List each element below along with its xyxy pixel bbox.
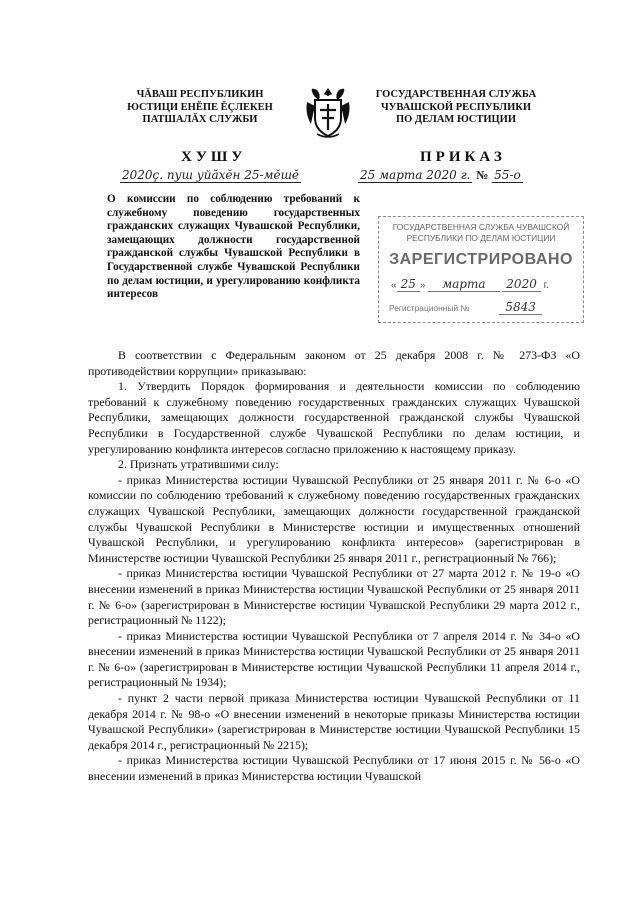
stamp-org-line-2: РЕСПУБЛИКИ ПО ДЕЛАМ ЮСТИЦИИ [406, 233, 556, 243]
order-body [88, 348, 580, 785]
stamp-reg-label: Регистрационный № [389, 303, 470, 313]
header-left-chuvash [100, 89, 300, 127]
stamp-reg-number: 5843 [499, 300, 542, 315]
stamp-registration [389, 300, 579, 314]
stamp-registered-label: ЗАРЕГИСТРИРОВАНО [389, 251, 573, 268]
coat-of-arms-emblem-icon [303, 84, 353, 140]
body-paragraph: 1. Утвердить Порядок формирования и деятельности комиссии по соблюдению требований к служебному поведению государственных гражданских служащих Чувашской Республики, замещающих должности государственной гражданской службы Чувашской Республики в Государственной службе Чувашской Республики по делам юстиции, и урегулированию конфликта интересов согласно приложению к настоящему приказу. [88, 379, 580, 456]
handwritten-order-number: 55-о [494, 168, 521, 182]
body-paragraph: - приказ Министерства юстиции Чувашской Республики от 25 января 2011 г. № 6-о «О комиссии по соблюдению требований к служебному поведению государственных гражданских служащих Чувашской Республики, замещающих должности государственной гражданской службы Чувашской Республики в Министерстве юстиции и имущественных отношений Чувашской Республики, и урегулированию конфликта интересов» (зарегистрирован в Министерстве юстиции Чувашской Республики 25 января 2011 г., регистрационный № 766); [88, 472, 580, 565]
stamp-year-suffix: г. [543, 280, 549, 291]
body-paragraph: В соответствии с Федеральным законом от 25 декабря 2008 г. № 273-ФЗ «О противодействии коррупции» приказываю: [88, 348, 580, 378]
stamp-day: 25 [397, 277, 420, 292]
body-paragraph: 2. Признать утратившими силу: [118, 457, 279, 472]
stamp-year: 2020 [502, 277, 541, 292]
number-label: № [476, 168, 489, 182]
handwritten-date-chuvash [120, 168, 301, 182]
body-paragraph: - приказ Министерства юстиции Чувашской Республики от 7 апреля 2014 г. № 34-о «О внесении изменений в приказ Министерства юстиции Чувашской Республики от 25 января 2011 г. № 6-о» (зарегистрирован в Министерстве юстиции Чувашской Республики 11 апреля 2014 г., регистрационный № 1934); [88, 628, 580, 690]
stamp-org-line-1: ГОСУДАРСТВЕННАЯ СЛУЖБА ЧУВАШСКОЙ [392, 222, 570, 232]
handwritten-date-right: 25 марта 2020 г. [360, 168, 471, 182]
order-subject: О комиссии по соблюдению требований к служебному поведению государственных гражданских служащих Чувашской Республики, замещающих должности государственной гражданской службы Чувашской Республики в Государственной службе Чувашской Республики по делам юстиции, и урегулированию конфликта интересов [107, 193, 360, 301]
handwritten-date-russian [358, 168, 523, 183]
header-right-russian [356, 89, 556, 127]
header-left-line: ЮСТИЦИ ЕНĔПЕ ĔÇЛЕКЕН [127, 101, 273, 113]
stamp-quote-open: « [391, 280, 397, 291]
body-paragraph: - приказ Министерства юстиции Чувашской Республики от 27 марта 2012 г. № 19-о «О внесении изменений в приказ Министерства юстиции Чувашской Республики от 25 января 2011 г. № 6-о» (зарегистрирован в Министерстве юстиции Чувашской Республики 29 марта 2012 г., регистрационный № 1122); [88, 566, 580, 628]
stamp-date [391, 277, 575, 291]
body-paragraph: - приказ Министерства юстиции Чувашской Республики от 17 июня 2015 г. № 56-о «О внесении изменений в приказ Министерства юстиции Чувашской [88, 753, 580, 784]
body-paragraph: - пункт 2 части первой приказа Министерства юстиции Чувашской Республики от 11 декабря 2014 г. № 98-о «О внесении изменений в некоторые приказы Министерства юстиции Чувашской Республики» (зарегистрирован в Министерстве юстиции Чувашской Республики 15 декабря 2014 г., регистрационный № 2215); [88, 691, 580, 752]
header-right-line: ПО ДЕЛАМ ЮСТИЦИИ [395, 114, 517, 125]
order-title-russian: ПРИКАЗ [420, 149, 506, 165]
handwritten-date-left: 2020ç. пуш уйăхĕн 25-мĕшĕ [122, 168, 300, 182]
stamp-quote-close: » [419, 280, 426, 291]
header-right-line: ГОСУДАРСТВЕННАЯ СЛУЖБА [375, 89, 537, 100]
header-right-line: ЧУВАШСКОЙ РЕСПУБЛИКИ [380, 101, 532, 113]
header-left-line: ПАТШАЛĂХ СЛУЖБИ [142, 114, 258, 125]
registration-stamp [378, 216, 584, 323]
header-left-line: ЧĂВАШ РЕСПУБЛИКИН [136, 89, 264, 100]
stamp-month: марта [428, 277, 499, 292]
order-title-chuvash: ХУШУ [181, 149, 247, 165]
